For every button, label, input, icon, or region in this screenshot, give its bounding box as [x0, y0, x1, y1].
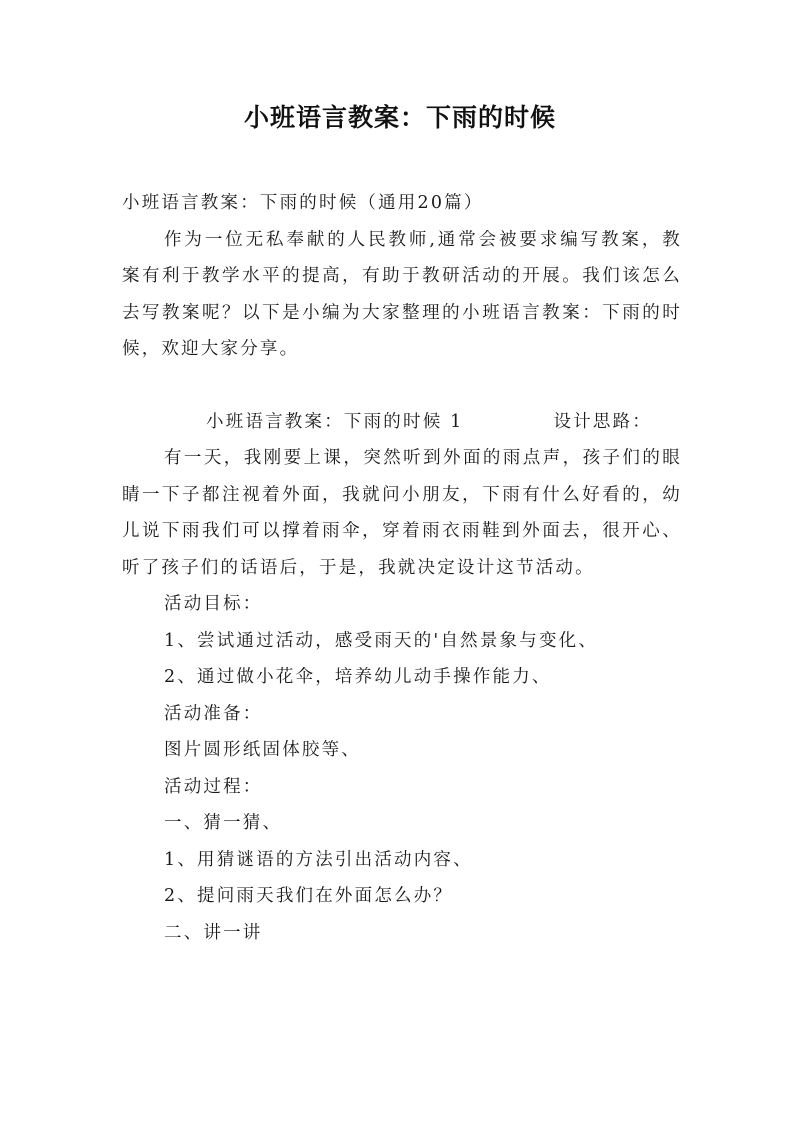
prep-items: 图片圆形纸固体胶等、	[164, 740, 361, 760]
design-label: 设计思路：	[553, 411, 652, 432]
intro-paragraph: 作为一位无私奉献的人民教师,通常会被要求编写教案，教案有利于教学水平的提高，有助于教研活动的开展。我们该怎么去写教案呢？以下是小编为大家整理的小班语言教案：下雨的时候，欢迎大家分享。	[122, 229, 682, 359]
step-1-2: 2、提问雨天我们在外面怎么办？	[164, 886, 454, 906]
prep-label: 活动准备：	[164, 703, 263, 724]
document-title: 小班语言教案：下雨的时候	[243, 103, 556, 132]
step-2: 二、讲一讲	[164, 922, 263, 943]
step-1: 一、猜一猜、	[164, 813, 283, 833]
goal-item-1: 1、尝试通过活动，感受雨天的'自然景象与变化、	[164, 630, 599, 651]
subtitle-line: 小班语言教案：下雨的时候（通用20篇）	[122, 193, 484, 213]
section-heading-line	[122, 404, 682, 441]
goal-item-2: 2、通过做小花伞，培养幼儿动手操作能力、	[164, 667, 552, 687]
document-body	[122, 185, 682, 951]
paragraph-spacer	[122, 368, 682, 404]
step-1-1: 1、用猜谜语的方法引出活动内容、	[164, 849, 473, 870]
section-heading: 小班语言教案：下雨的时候 1	[206, 411, 464, 432]
goals-label: 活动目标：	[164, 594, 263, 614]
process-label: 活动过程：	[164, 776, 263, 797]
design-paragraph: 有一天，我刚要上课，突然听到外面的雨点声，孩子们的眼睛一下子都注视着外面，我就问小朋友，下雨有什么好看的，幼儿说下雨我们可以撑着雨伞，穿着雨衣雨鞋到外面去，很开心、听了孩子们的话语后，于是，我就决定设计这节活动。	[122, 448, 682, 578]
